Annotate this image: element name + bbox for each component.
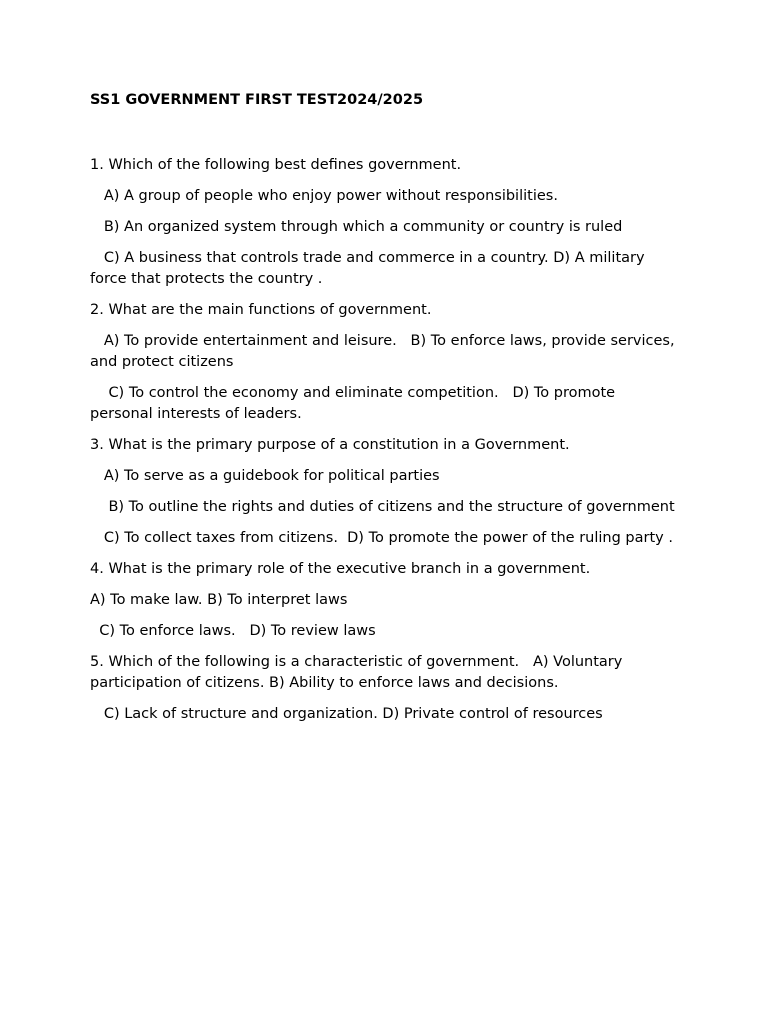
question-5-options-c-d: C) Lack of structure and organization. D) Private control of resources — [90, 706, 603, 722]
question-2: 2. What are the main functions of government. — [90, 302, 432, 318]
question-4-options-c-d: C) To enforce laws. D) To review laws — [90, 623, 376, 639]
question-4: 4. What is the primary role of the executive branch in a government. — [90, 561, 591, 577]
document-body — [90, 155, 680, 735]
question-3-options-c-d: C) To collect taxes from citizens. D) To promote the power of the ruling party . — [90, 530, 673, 546]
question-5-with-options-a-b: 5. Which of the following is a characteristic of government. A) Voluntary participation of citizens. B) Ability to enforce laws and decisions. — [90, 654, 627, 691]
document-title: SS1 GOVERNMENT FIRST TEST2024/2025 — [90, 92, 424, 108]
question-3-option-a: A) To serve as a guidebook for political parties — [90, 468, 440, 484]
question-1-option-a: A) A group of people who enjoy power without responsibilities. — [90, 188, 558, 204]
question-4-options-a-b: A) To make law. B) To interpret laws — [90, 592, 348, 608]
question-2-options-a-b: A) To provide entertainment and leisure. B) To enforce laws, provide services, and protect citizens — [90, 333, 680, 370]
question-2-options-c-d: C) To control the economy and eliminate competition. D) To promote personal interests of leaders. — [90, 385, 620, 422]
question-1-option-b: B) An organized system through which a community or country is ruled — [90, 219, 623, 235]
question-1-options-c-d: C) A business that controls trade and commerce in a country. D) A military force that protects the country . — [90, 250, 650, 287]
question-1: 1. Which of the following best defines government. — [90, 157, 462, 173]
question-3: 3. What is the primary purpose of a constitution in a Government. — [90, 437, 570, 453]
question-3-option-b: B) To outline the rights and duties of citizens and the structure of government — [90, 499, 675, 515]
